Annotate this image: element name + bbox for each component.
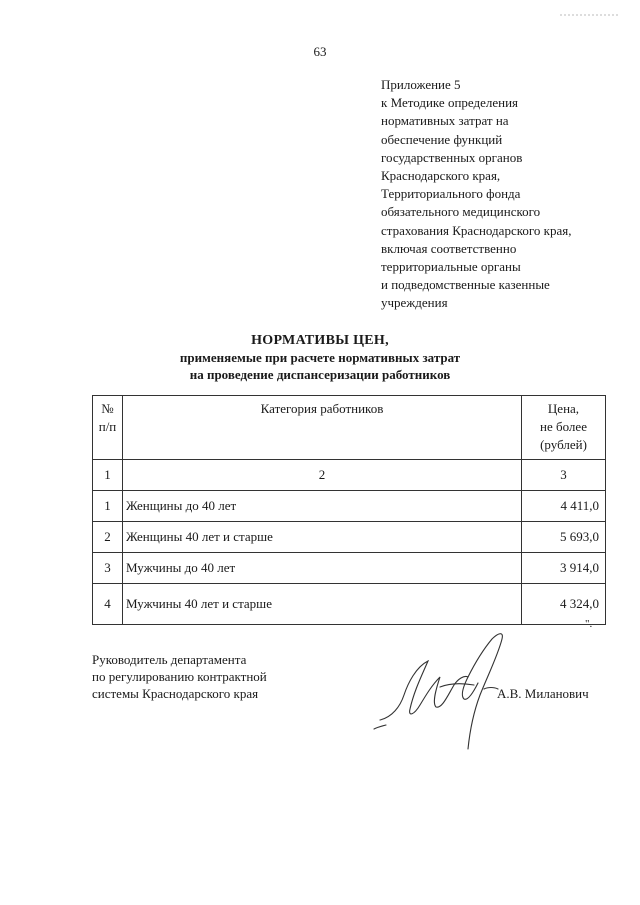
position-line: Руководитель департамента: [92, 652, 247, 667]
column-index-row: [93, 460, 606, 491]
table-row: [93, 522, 606, 553]
title-main: НОРМАТИВЫ ЦЕН,: [251, 333, 389, 348]
title-line-3: на проведение диспансеризации работников: [189, 367, 451, 382]
appendix-line: страхования Краснодарского края,: [381, 222, 572, 238]
row-num: 1: [93, 491, 123, 522]
row-category: Мужчины до 40 лет: [123, 553, 522, 584]
table-row: [93, 584, 606, 625]
signatory-position: [92, 651, 267, 702]
corner-scan-mark: [560, 12, 620, 18]
appendix-line: учреждения: [381, 295, 448, 311]
price-table: [92, 395, 606, 625]
table-row: [93, 553, 606, 584]
signatory-name: А.В. Миланович: [497, 686, 589, 701]
index-cell: 3: [522, 460, 606, 491]
appendix-line: включая соответственно: [381, 240, 517, 256]
title-line-2: применяемые при расчете нормативных затрат: [179, 350, 461, 365]
row-price: 4 411,0: [522, 491, 606, 522]
header-price-line: Цена,: [547, 401, 580, 416]
appendix-block: [381, 76, 621, 313]
row-category: Женщины до 40 лет: [123, 491, 522, 522]
header-price-line: не более: [540, 419, 587, 434]
row-num: 3: [93, 553, 123, 584]
closing-quote-mark: ".: [585, 618, 593, 630]
row-category: Мужчины 40 лет и старше: [123, 584, 522, 625]
document-title: [0, 332, 640, 383]
appendix-line: нормативных затрат на: [381, 113, 509, 129]
table-row: [93, 491, 606, 522]
appendix-line: территориальные органы: [381, 259, 521, 275]
header-category: [123, 396, 522, 460]
position-line: системы Краснодарского края: [92, 686, 259, 701]
index-cell: 1: [93, 460, 123, 491]
row-price: 3 914,0: [522, 553, 606, 584]
page-number: 63: [313, 44, 327, 59]
appendix-line: обеспечение функций: [381, 131, 503, 147]
appendix-line: Приложение 5: [381, 77, 461, 92]
row-price: 4 324,0: [522, 584, 606, 625]
appendix-line: обязательного медицинского: [381, 204, 541, 220]
appendix-line: и подведомственные казенные: [381, 277, 550, 293]
appendix-line: государственных органов: [381, 149, 523, 165]
header-num-line: п/п: [98, 419, 117, 434]
appendix-line: Территориального фонда: [381, 186, 521, 202]
header-num: [93, 396, 123, 460]
appendix-line: к Методике определения: [381, 95, 519, 111]
header-price-line: (рублей): [540, 437, 587, 452]
header-row: [93, 396, 606, 460]
index-cell: 2: [123, 460, 522, 491]
header-category-label: Категория работников: [260, 401, 384, 416]
appendix-line: Краснодарского края,: [381, 168, 501, 184]
row-num: 2: [93, 522, 123, 553]
header-price: [522, 396, 606, 460]
row-category: Женщины 40 лет и старше: [123, 522, 522, 553]
position-line: по регулированию контрактной: [92, 669, 267, 684]
row-num: 4: [93, 584, 123, 625]
row-price: 5 693,0: [522, 522, 606, 553]
header-num-line: №: [101, 401, 114, 416]
